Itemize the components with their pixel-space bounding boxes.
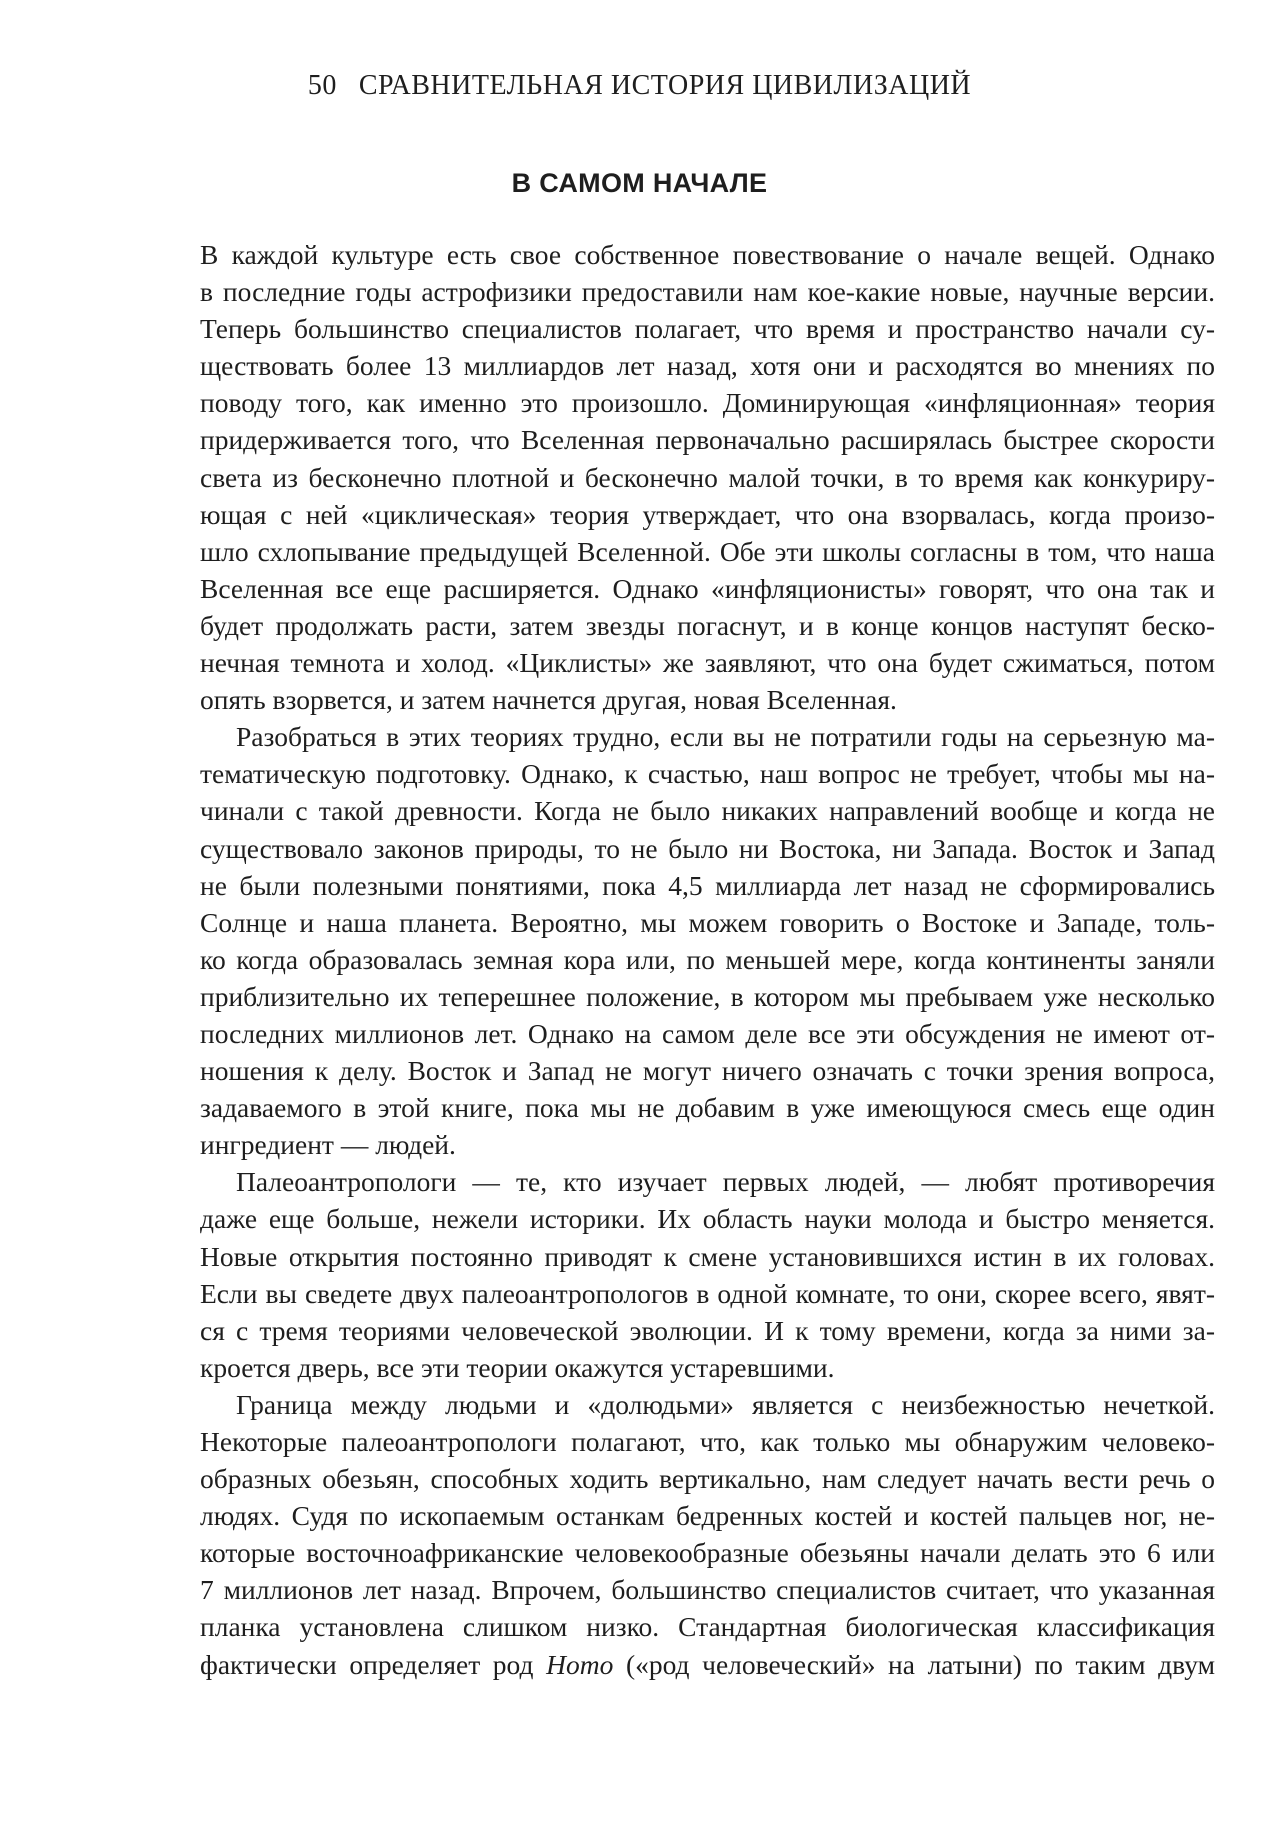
text-line: образных обезьян, способных ходить вертикально, нам следует начать вести речь о: [200, 1463, 1215, 1495]
text-line: шло схлопывание предыдущей Вселенной. Обе эти школы согласны в том, что наша: [200, 535, 1215, 567]
text-line: ющая с ней «циклическая» теория утверждает, что она взорвалась, когда произо-: [200, 498, 1215, 530]
text-line: которые восточноафриканские человекообразные обезьяны начали делать это 6 или: [200, 1537, 1215, 1569]
paragraph-first-line: Палеоантропологи — те, кто изучает первых людей, — любят противоречия: [236, 1166, 1215, 1198]
text-line: будет продолжать расти, затем звезды погаснут, и в конце концов наступят беско-: [200, 609, 1215, 641]
text-line: придерживается того, что Вселенная первоначально расширялась быстрее скорости: [200, 424, 1215, 456]
body-text: [200, 236, 1215, 1683]
paragraph-end-line: ингредиент — людей.: [200, 1129, 456, 1161]
text-line: 7 миллионов лет назад. Впрочем, большинство специалистов считает, что указанная: [200, 1574, 1215, 1606]
text-line: ко когда образовалась земная кора или, по меньшей мере, когда континенты заняли: [200, 943, 1215, 975]
text-line: поводу того, как именно это произошло. Доминирующая «инфляционная» теория: [200, 387, 1215, 419]
text-line: планка установлена слишком низко. Стандартная биологическая классификация: [200, 1611, 1215, 1643]
text-line: ся с тремя теориями человеческой эволюции. И к тому времени, когда за ними за-: [200, 1314, 1215, 1346]
text-fragment: («род человеческий» на латыни) по таким двум: [613, 1648, 1215, 1680]
text-line: Теперь большинство специалистов полагает, что время и пространство начали су-: [200, 313, 1215, 345]
text-line: задаваемого в этой книге, пока мы не добавим в уже имеющуюся смесь еще один: [200, 1092, 1215, 1124]
text-line: Если вы сведете двух палеоантропологов в одной комнате, то они, скорее всего, явят-: [200, 1277, 1215, 1309]
text-line: В каждой культуре есть свое собственное повествование о начале вещей. Однако: [200, 239, 1215, 270]
running-head: [0, 70, 1279, 102]
paragraph-first-line: Граница между людьми и «долюдьми» является с неизбежностью нечеткой.: [236, 1388, 1215, 1420]
text-line: Вселенная все еще расширяется. Однако «инфляционисты» говорят, что она так и: [200, 572, 1215, 604]
page-number: 50: [307, 70, 337, 101]
text-line: ществовать более 13 миллиардов лет назад, хотя они и расходятся во мнениях по: [200, 350, 1215, 382]
text-line: не были полезными понятиями, пока 4,5 миллиарда лет назад не сформировались: [200, 869, 1215, 901]
text-line: в последние годы астрофизики предоставили нам кое-какие новые, научные версии.: [200, 276, 1215, 308]
text-line: [200, 1646, 1215, 1683]
paragraph-first-line: Разобраться в этих теориях трудно, если вы не потратили годы на серьезную ма-: [236, 721, 1215, 753]
text-line: тематическую подготовку. Однако, к счастью, наш вопрос не требует, чтобы мы на-: [200, 758, 1215, 790]
book-title: СРАВНИТЕЛЬНАЯ ИСТОРИЯ ЦИВИЛИЗАЦИЙ: [358, 70, 972, 101]
text-line: ношения к делу. Восток и Запад не могут ничего означать с точки зрения вопроса,: [200, 1055, 1215, 1087]
text-line: даже еще больше, нежели историки. Их область науки молода и быстро меняется.: [200, 1203, 1215, 1235]
section-title: В САМОМ НАЧАЛЕ: [511, 168, 768, 198]
text-line: последних миллионов лет. Однако на самом деле все эти обсуждения не имеют от-: [200, 1017, 1215, 1049]
text-line: Солнце и наша планета. Вероятно, мы можем говорить о Востоке и Западе, толь-: [200, 906, 1215, 938]
paragraph-end-line: опять взорвется, и затем начнется другая, новая Вселенная.: [200, 684, 897, 716]
paragraph-end-line: кроется дверь, все эти теории окажутся устаревшими.: [200, 1351, 835, 1383]
latin-term: Homo: [546, 1648, 614, 1680]
text-line: чинали с такой древности. Когда не было никаких направлений вообще и когда не: [200, 795, 1215, 827]
text-line: света из бесконечно плотной и бесконечно малой точки, в то время как конкуриру-: [200, 461, 1215, 493]
text-line: Новые открытия постоянно приводят к смене установившихся истин в их головах.: [200, 1240, 1215, 1272]
text-line: людях. Судя по ископаемым останкам бедренных костей и костей пальцев ног, не-: [200, 1500, 1215, 1532]
text-line: нечная темнота и холод. «Циклисты» же заявляют, что она будет сжиматься, потом: [200, 647, 1215, 679]
text-line: существовало законов природы, то не было ни Востока, ни Запада. Восток и Запад: [200, 832, 1215, 864]
text-line: приблизительно их теперешнее положение, в котором мы пребываем уже несколько: [200, 980, 1215, 1012]
text-line: Некоторые палеоантропологи полагают, что, как только мы обнаружим человеко-: [200, 1426, 1215, 1457]
text-fragment: фактически определяет род: [200, 1648, 547, 1680]
